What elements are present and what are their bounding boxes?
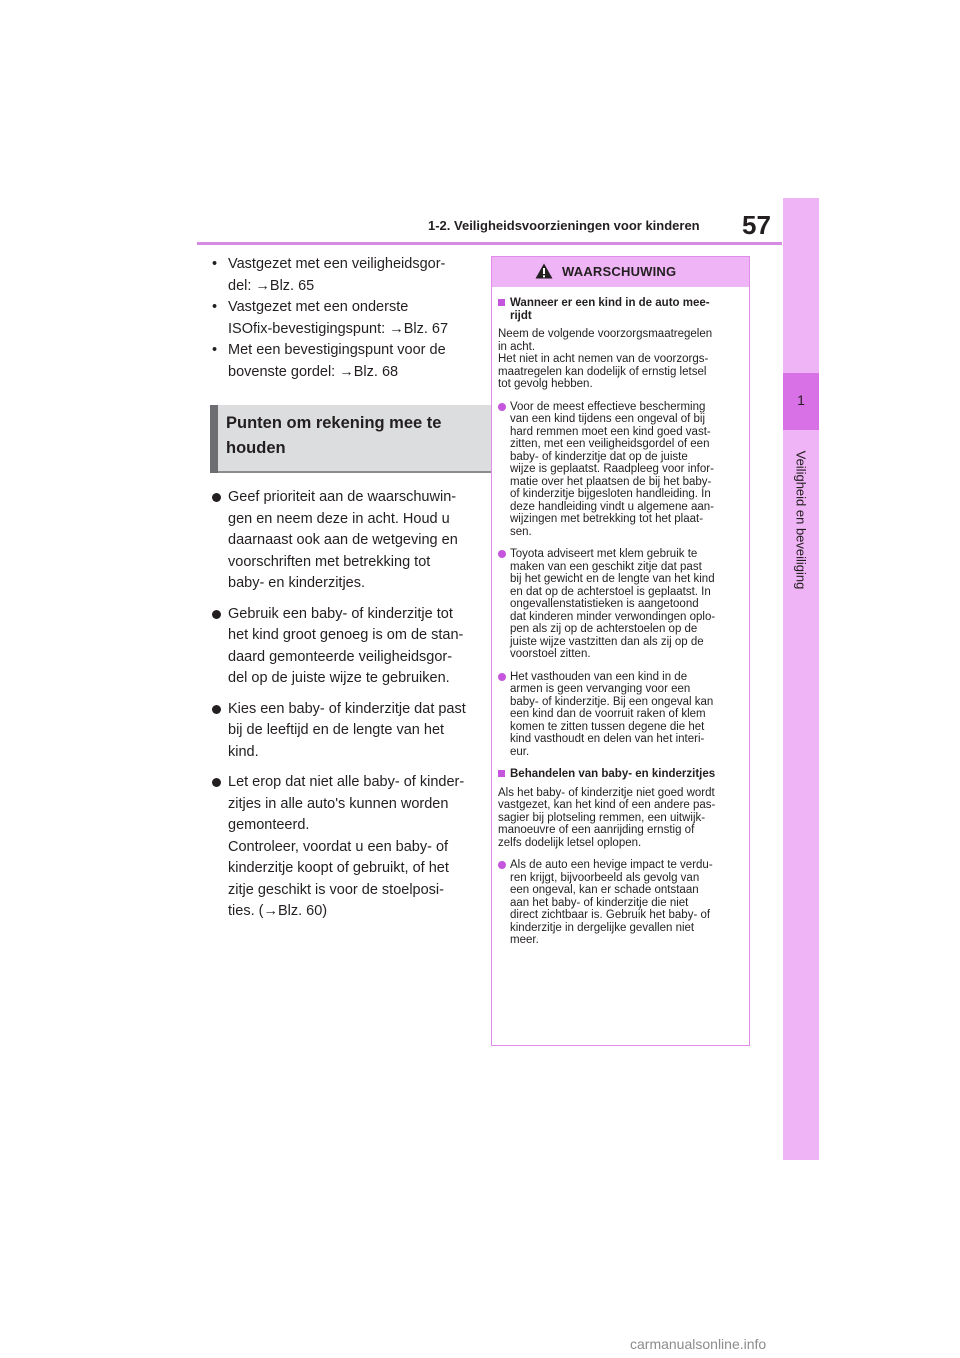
warning-paragraph: Als het baby- of kinderzitje niet goed wordt vastgezet, kan het kind of een andere pas- sagier bij plotseling remmen, een uitwijk- manoeuvre of een aanrijding ernstig of zelfs dodelijk letsel oplopen.: [498, 786, 716, 849]
warning-bullet: Het vasthouden van een kind in de armen is geen vervanging voor een baby- of kinderzitje. Bij een ongeval kan een kind dan de voorruit raken of klem komen te zitten tussen degene die het kind vasthoudt en delen van het interi- eur.: [498, 671, 741, 759]
side-chapter-title: Veiligheid en beveiliging: [793, 450, 809, 590]
list-item: [210, 699, 472, 764]
header-section-title: 1-2. Veiligheidsvoorzieningen voor kinderen: [428, 218, 700, 233]
page-number: 57: [742, 210, 771, 240]
watermark: carmanualsonline.info: [630, 1336, 767, 1352]
warning-bullet: Voor de meest effectieve bescherming van een kind tijdens een ongeval of bij hard remmen moet een kind goed vast- zitten, met een veiligheidsgordel of een baby- of kinderzitje dat op de juiste wijze is geplaatst. Raadpleeg voor infor- matie over het plaatsen de bij het baby- of kinderzitje bijgesloten handleiding. In deze handleiding vindt u algemene aan- wijzingen met betrekking tot het plaat- sen.: [498, 401, 741, 539]
warning-paragraph: Neem de volgende voorzorgsmaatregelen in acht. Het niet in acht nemen van de voorzorgs- maatregelen kan dodelijk of ernstig letsel tot gevolg hebben.: [498, 328, 713, 390]
warning-box: [491, 256, 750, 1046]
warning-bullet: Als de auto een hevige impact te verdu- ren krijgt, bijvoorbeeld als gevolg van een ongeval, kan er schade ontstaan aan het baby- of kinderzitje die niet direct zichtbaar is. Gebruik het baby- of kinderzitje in dergelijke gevallen niet meer.: [498, 859, 741, 947]
list-item: [210, 604, 472, 690]
list-item-text: Met een bevestigingspunt voor de bovenste gordel: →Blz. 68: [228, 342, 446, 380]
header-rule: [197, 242, 782, 245]
warning-title: WAARSCHUWING: [562, 264, 677, 279]
dash-list: [210, 254, 472, 383]
side-tab: [783, 198, 819, 1160]
list-item: [210, 340, 472, 383]
warning-body: [492, 287, 749, 947]
list-item-text: Vastgezet met een onderste ISOfix-bevestigingspunt: →Blz. 67: [228, 299, 449, 337]
list-item: [210, 297, 472, 340]
warning-heading: Wanneer er een kind in de auto mee- rijdt: [498, 297, 741, 322]
list-item-text: Gebruik een baby- of kinderzitje tot het kind groot genoeg is om de stan- daard gemonteerde veiligheidsgor- del op de juiste wijze te gebruiken.: [228, 605, 464, 686]
list-item-text: Vastgezet met een veiligheidsgor- del: →Blz. 65: [228, 256, 446, 294]
warning-bullet: Toyota adviseert met klem gebruik te maken van een geschikt zitje dat past bij het gewicht en de lengte van het kind en dat op de achterstoel is geplaatst. In ongevallenstatistieken is aangetoond dat kinderen minder verwondingen oplo- pen als zij op de achterstoelen op de juiste wijze vastzitten dan als zij op de voorstoel zitten.: [498, 548, 741, 661]
list-item-text: Let erop dat niet alle baby- of kinder- zitjes in alle auto's kunnen worden gemonteerd. Controleer, voordat u een baby- of kinderzitje koopt of gebruikt, of het zitje geschikt is voor de stoelposi- ties. (→Blz. 60): [228, 774, 465, 919]
list-item: [210, 772, 472, 923]
left-column: [210, 254, 472, 932]
list-item-text: Geef prioriteit aan de waarschuwin- gen en neem deze in acht. Houd u daarnaast ook aan de wetgeving en voorschriften met betrekking tot baby- en kinderzitjes.: [228, 489, 458, 591]
dot-list: [210, 487, 472, 923]
list-item: [210, 254, 472, 297]
list-item: [210, 487, 472, 595]
warning-triangle-icon: [535, 263, 553, 279]
warning-heading: Behandelen van baby- en kinderzitjes: [498, 768, 741, 781]
side-chapter-number: 1: [797, 392, 805, 408]
list-item-text: Kies een baby- of kinderzitje dat past bij de leeftijd en de lengte van het kind.: [228, 700, 466, 760]
section-heading: Punten om rekening mee te houden: [210, 405, 494, 473]
warning-header: [492, 257, 749, 287]
